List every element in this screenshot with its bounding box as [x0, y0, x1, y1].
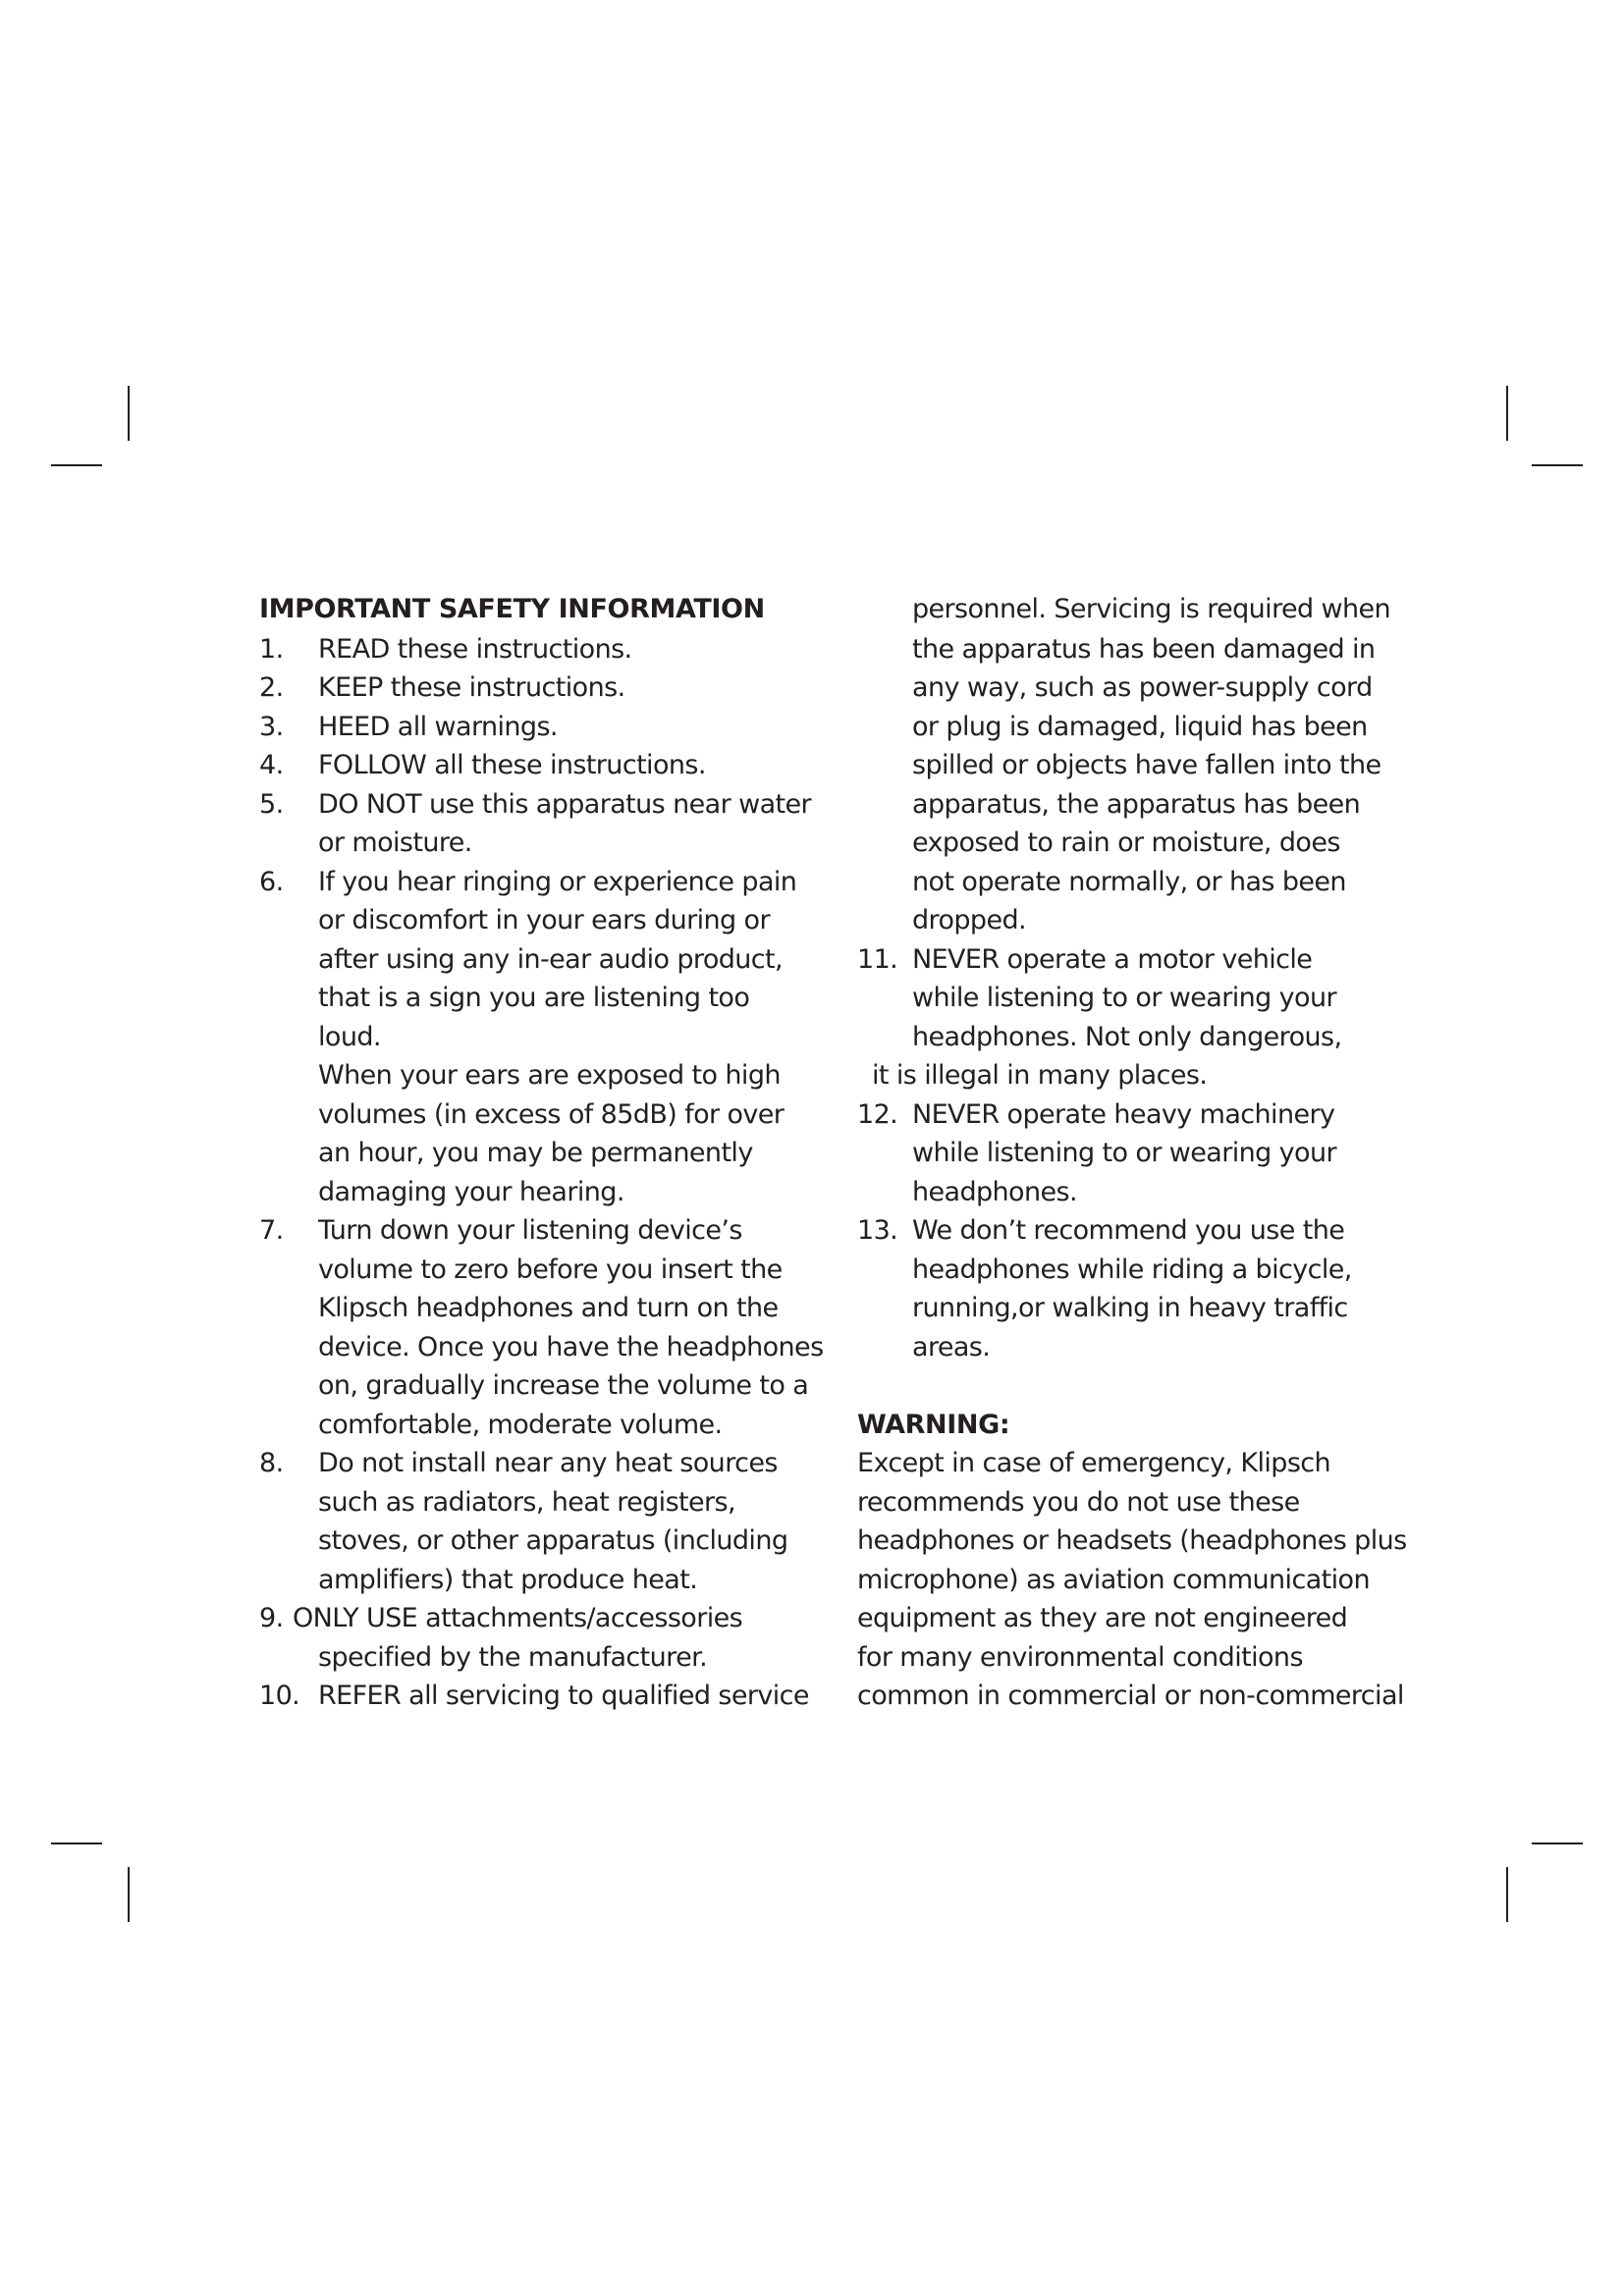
- crop-mark-top-right-horizontal: [1532, 464, 1583, 466]
- item-12-line-1: NEVER operate heavy machinery: [912, 1099, 1335, 1130]
- item-9-line-2: specified by the manufacturer.: [318, 1642, 708, 1673]
- item-10-cont-line-7: exposed to rain or moisture, does: [912, 828, 1340, 858]
- item-10-cont-line-4: or plug is damaged, liquid has been: [912, 712, 1368, 742]
- item-13-number: 13.: [857, 1215, 898, 1246]
- warning-line-1: Except in case of emergency, Klipsch: [857, 1448, 1331, 1478]
- warning-heading: WARNING:: [857, 1410, 1010, 1440]
- item-6-line-7: volumes (in excess of 85dB) for over: [318, 1099, 785, 1130]
- item-10-cont-line-2: the apparatus has been damaged in: [912, 634, 1376, 665]
- warning-line-2: recommends you do not use these: [857, 1487, 1300, 1518]
- item-10-cont-line-8: not operate normally, or has been: [912, 867, 1346, 897]
- item-6-line-5: loud.: [318, 1022, 381, 1052]
- item-9-line-1: ONLY USE attachments/accessories: [293, 1603, 743, 1633]
- item-8-line-3: stoves, or other apparatus (including: [318, 1525, 788, 1556]
- item-5-number: 5.: [259, 789, 284, 820]
- crop-mark-top-left-vertical: [128, 386, 130, 441]
- item-11-line-2: while listening to or wearing your: [912, 983, 1336, 1013]
- item-10-line-1: REFER all servicing to qualified service: [318, 1681, 809, 1711]
- warning-line-4: microphone) as aviation communication: [857, 1565, 1370, 1595]
- item-7-line-6: comfortable, moderate volume.: [318, 1410, 723, 1440]
- item-9-number: 9.: [259, 1603, 284, 1633]
- crop-mark-top-left-horizontal: [51, 464, 102, 466]
- item-8-line-1: Do not install near any heat sources: [318, 1448, 778, 1478]
- item-6-line-8: an hour, you may be permanently: [318, 1138, 753, 1168]
- crop-mark-bottom-left-vertical: [128, 1867, 130, 1922]
- item-8-line-2: such as radiators, heat registers,: [318, 1487, 735, 1518]
- item-8-number: 8.: [259, 1448, 284, 1478]
- warning-line-7: common in commercial or non-commercial: [857, 1681, 1404, 1711]
- item-6-line-1: If you hear ringing or experience pain: [318, 867, 797, 897]
- item-13-line-1: We don’t recommend you use the: [912, 1215, 1345, 1246]
- item-10-cont-line-5: spilled or objects have fallen into the: [912, 750, 1381, 780]
- item-13-line-2: headphones while riding a bicycle,: [912, 1255, 1352, 1285]
- crop-mark-bottom-right-vertical: [1506, 1867, 1508, 1922]
- item-12-number: 12.: [857, 1099, 898, 1130]
- item-10-cont-line-1: personnel. Servicing is required when: [912, 594, 1391, 624]
- item-7-line-3: Klipsch headphones and turn on the: [318, 1293, 779, 1323]
- item-6-line-6: When your ears are exposed to high: [318, 1060, 781, 1091]
- item-6-line-3: after using any in-ear audio product,: [318, 944, 784, 975]
- item-13-line-4: areas.: [912, 1332, 991, 1362]
- item-4-number: 4.: [259, 750, 284, 780]
- item-13-line-3: running,or walking in heavy traffic: [912, 1293, 1348, 1323]
- item-5-line-1: DO NOT use this apparatus near water: [318, 789, 812, 820]
- item-3-number: 3.: [259, 712, 284, 742]
- item-3-text: HEED all warnings.: [318, 712, 558, 742]
- item-11-line-3: headphones. Not only dangerous,: [912, 1022, 1342, 1052]
- item-10-number: 10.: [259, 1681, 300, 1711]
- item-11-line-1: NEVER operate a motor vehicle: [912, 944, 1313, 975]
- item-2-number: 2.: [259, 672, 284, 703]
- item-7-number: 7.: [259, 1215, 284, 1246]
- item-7-line-4: device. Once you have the headphones: [318, 1332, 824, 1362]
- warning-line-5: equipment as they are not engineered: [857, 1603, 1348, 1633]
- item-6-line-4: that is a sign you are listening too: [318, 983, 750, 1013]
- item-1-number: 1.: [259, 634, 284, 665]
- item-10-cont-line-6: apparatus, the apparatus has been: [912, 789, 1361, 820]
- item-8-line-4: amplifiers) that produce heat.: [318, 1565, 698, 1595]
- item-7-line-2: volume to zero before you insert the: [318, 1255, 783, 1285]
- item-12-line-2: while listening to or wearing your: [912, 1138, 1336, 1168]
- safety-heading: IMPORTANT SAFETY INFORMATION: [259, 594, 765, 624]
- crop-mark-bottom-right-horizontal: [1532, 1842, 1583, 1844]
- item-2-text: KEEP these instructions.: [318, 672, 625, 703]
- item-10-cont-line-9: dropped.: [912, 905, 1026, 935]
- item-6-number: 6.: [259, 867, 284, 897]
- item-6-line-2: or discomfort in your ears during or: [318, 905, 770, 935]
- item-11-line-4: it is illegal in many places.: [872, 1060, 1208, 1091]
- item-1-text: READ these instructions.: [318, 634, 632, 665]
- item-7-line-1: Turn down your listening device’s: [318, 1215, 742, 1246]
- crop-mark-bottom-left-horizontal: [51, 1842, 102, 1844]
- warning-line-6: for many environmental conditions: [857, 1642, 1303, 1673]
- item-5-line-2: or moisture.: [318, 828, 472, 858]
- item-7-line-5: on, gradually increase the volume to a: [318, 1370, 809, 1401]
- warning-line-3: headphones or headsets (headphones plus: [857, 1525, 1407, 1556]
- crop-mark-top-right-vertical: [1506, 386, 1508, 441]
- item-4-text: FOLLOW all these instructions.: [318, 750, 706, 780]
- item-10-cont-line-3: any way, such as power-supply cord: [912, 672, 1373, 703]
- item-12-line-3: headphones.: [912, 1177, 1077, 1207]
- item-11-number: 11.: [857, 944, 898, 975]
- item-6-line-9: damaging your hearing.: [318, 1177, 624, 1207]
